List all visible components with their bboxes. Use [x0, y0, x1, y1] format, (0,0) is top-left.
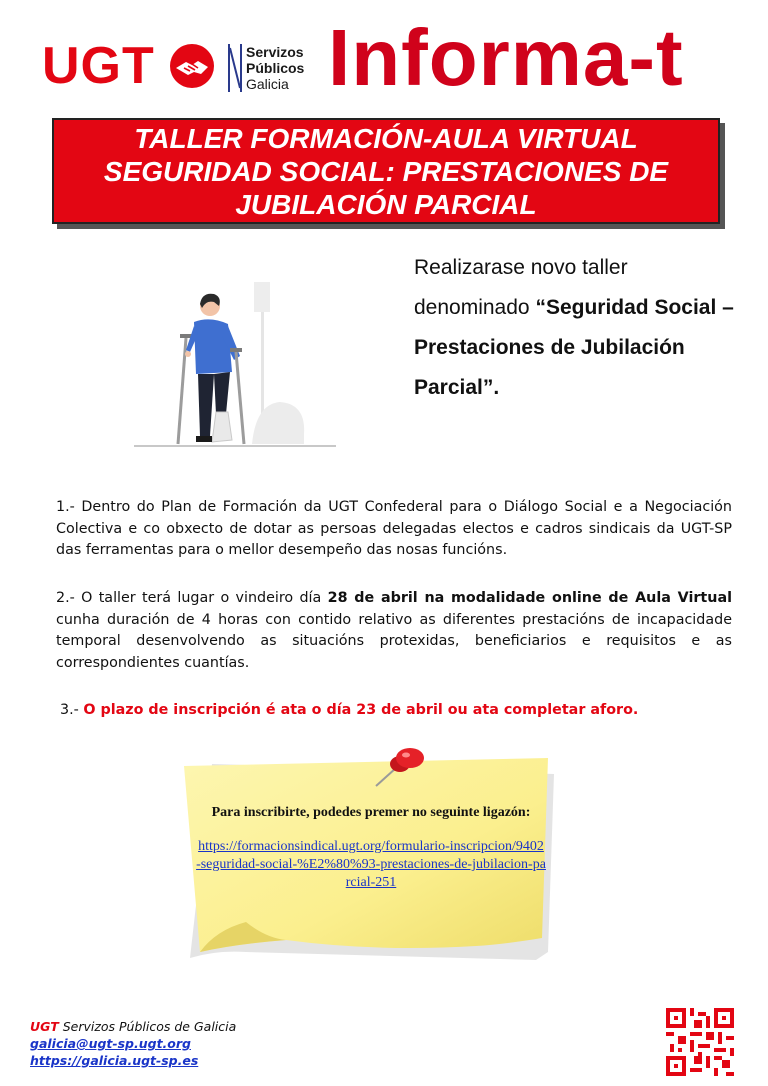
intro-course-name: “Seguridad Social – Prestaciones de Jubilación Parcial”.: [414, 296, 734, 399]
paragraph-2-lead: 2.- O taller terá lugar o vindeiro día: [56, 590, 328, 606]
footer-web-link[interactable]: https://galicia.ugt-sp.es: [30, 1053, 199, 1068]
unit-line-2: Públicos: [246, 60, 305, 76]
footer-org: [30, 1018, 236, 1035]
push-pin-icon: [370, 746, 430, 790]
paragraph-2-rest: cunha duración de 4 horas con contido relativo as diferentes prestacións de incapacidade temporal desenvolvendo as situacións protexidas, beneficiarios e requisitos e as correspondientes cuantías.: [56, 611, 732, 671]
footer-org-name: Servizos Públicos de Galicia: [58, 1019, 237, 1034]
unit-line-1: Servizos: [246, 44, 304, 60]
registration-info: [196, 804, 546, 892]
person-on-crutches-illustration: [130, 264, 350, 454]
deadline-text: O plazo de inscripción é ata o día 23 de abril ou ata completar aforo.: [83, 702, 639, 718]
qr-code-icon[interactable]: [666, 1008, 734, 1076]
informa-t-title: Informa-t: [328, 13, 684, 102]
intro-text: [414, 248, 734, 408]
footer-contact: [30, 1018, 236, 1069]
servizos-publicos-label: [246, 44, 304, 92]
footer-org-ugt: UGT: [30, 1019, 59, 1034]
title-line-2: SEGURIDAD SOCIAL: PRESTACIONES DE: [103, 155, 669, 187]
registration-link[interactable]: https://formacionsindical.ugt.org/formulario-inscripcion/9402-seguridad-social-%E2%80%93-prestaciones-de-jubilacion-parcial-251: [196, 839, 546, 890]
paragraph-3: [60, 700, 736, 722]
title-text: [104, 122, 668, 221]
paragraph-2: [56, 588, 732, 674]
paragraph-1: 1.- Dentro do Plan de Formación da UGT Confederal para o Diálogo Social e a Negociación Colectiva e co obxecto de dotar as persoas delegadas electos e cadros sindicais da UGT-SP das ferramentas para o mellor desempeño das nosas funcións.: [56, 499, 732, 558]
ugt-logo-text: UGT: [42, 37, 155, 95]
title-line-1: TALLER FORMACIÓN-AULA VIRTUAL: [134, 122, 638, 154]
handshake-icon: [168, 42, 216, 90]
paragraph-2-date: 28 de abril na modalidade online de Aula Virtual: [327, 590, 732, 606]
title-line-3: JUBILACIÓN PARCIAL: [235, 188, 537, 220]
servizos-publicos-mark-icon: [228, 44, 242, 92]
paragraph-3-number: 3.-: [60, 702, 84, 718]
title-banner: [52, 118, 720, 224]
footer-email-link[interactable]: galicia@ugt-sp.ugt.org: [30, 1036, 191, 1051]
unit-line-3: Galicia: [246, 76, 289, 92]
intro-lead: Realizarase novo taller denominado: [414, 256, 628, 319]
registration-title: Para inscribirte, podedes premer no seguinte ligazón:: [211, 805, 531, 820]
